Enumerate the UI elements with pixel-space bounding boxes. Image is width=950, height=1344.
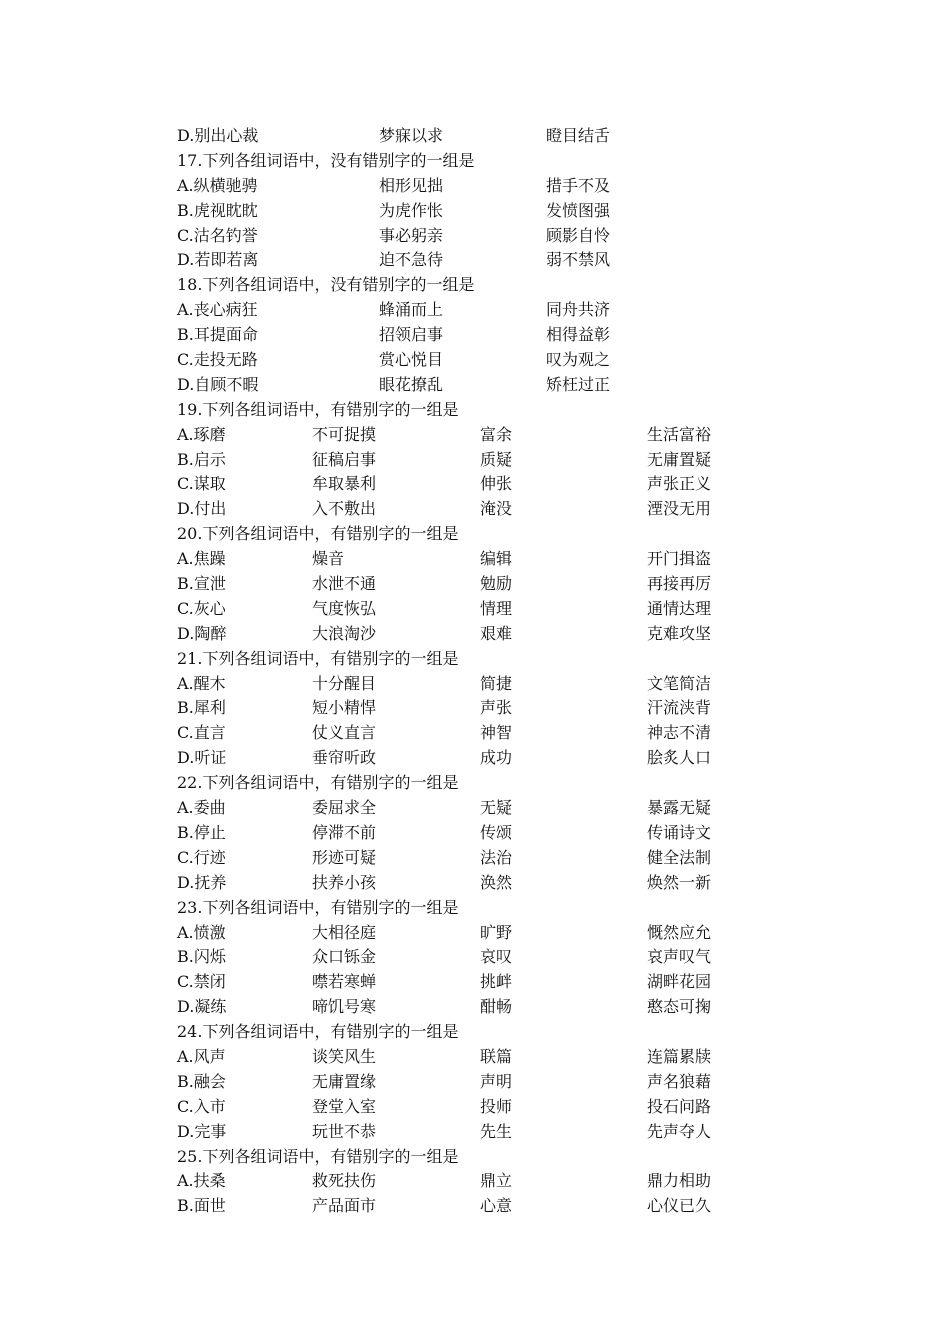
- option-word: 神智: [480, 723, 513, 743]
- option-word: 先声夺人: [647, 1121, 712, 1141]
- option-label-word: D.听证: [177, 748, 227, 768]
- option-word: 脍炙人口: [647, 748, 712, 768]
- option-word: 登堂入室: [312, 1096, 377, 1116]
- option-row: [177, 1045, 737, 1070]
- option-row: [177, 846, 737, 871]
- option-label-word: C.沽名钓誉: [177, 225, 258, 245]
- document-body: [177, 124, 737, 1219]
- option-row: [177, 248, 737, 273]
- question-stem: 17.下列各组词语中，没有错别字的一组是: [177, 150, 475, 170]
- option-word: 法治: [480, 847, 513, 867]
- option-word: 眼花撩乱: [379, 374, 444, 394]
- option-row: [177, 1095, 737, 1120]
- option-row: [177, 672, 737, 697]
- option-word: 鼎立: [480, 1171, 513, 1191]
- option-word: 慨然应允: [647, 922, 712, 942]
- option-word: 健全法制: [647, 847, 712, 867]
- option-row: [177, 1120, 737, 1145]
- option-word: 无庸置疑: [647, 449, 712, 469]
- option-word: 哀声叹气: [647, 947, 712, 967]
- option-word: 大相径庭: [312, 922, 377, 942]
- option-word: 克难攻坚: [647, 623, 712, 643]
- option-row: [177, 448, 737, 473]
- option-label-word: A.焦躁: [177, 549, 226, 569]
- option-word: 征稿启事: [312, 449, 377, 469]
- option-label-word: B.启示: [177, 449, 226, 469]
- option-word: 形迹可疑: [312, 847, 377, 867]
- option-row: [177, 472, 737, 497]
- option-word: 仗义直言: [312, 723, 377, 743]
- option-row: [177, 696, 737, 721]
- option-word: 质疑: [480, 449, 513, 469]
- option-label-word: B.虎视眈眈: [177, 200, 258, 220]
- option-word: 叹为观之: [546, 350, 611, 370]
- option-label-word: D.陶醉: [177, 623, 227, 643]
- option-label-word: A.扶桑: [177, 1171, 226, 1191]
- option-word: 成功: [480, 748, 513, 768]
- option-label-word: B.犀利: [177, 698, 226, 718]
- option-row: [177, 597, 737, 622]
- option-row: [177, 124, 737, 149]
- question-stem: 20.下列各组词语中，有错别字的一组是: [177, 524, 459, 544]
- option-word: 声张: [480, 698, 513, 718]
- question-stem: 24.下列各组词语中，有错别字的一组是: [177, 1022, 459, 1042]
- option-word: 不可捉摸: [312, 424, 377, 444]
- option-row: [177, 746, 737, 771]
- option-label-word: D.若即若离: [177, 250, 259, 270]
- option-word: 湖畔花园: [647, 972, 712, 992]
- option-word: 相得益彰: [546, 325, 611, 345]
- option-row: [177, 796, 737, 821]
- option-word: 牟取暴利: [312, 474, 377, 494]
- option-label-word: D.凝练: [177, 997, 227, 1017]
- option-word: 声张正义: [647, 474, 712, 494]
- option-word: 富余: [480, 424, 513, 444]
- option-row: [177, 547, 737, 572]
- option-label-word: A.愤激: [177, 922, 226, 942]
- option-row: [177, 995, 737, 1020]
- option-word: 众口铄金: [312, 947, 377, 967]
- option-label-word: C.直言: [177, 723, 226, 743]
- option-word: 旷野: [480, 922, 513, 942]
- option-word: 连篇累牍: [647, 1046, 712, 1066]
- option-word: 噤若寒蝉: [312, 972, 377, 992]
- option-label-word: D.完事: [177, 1121, 227, 1141]
- option-row: [177, 871, 737, 896]
- option-row: [177, 921, 737, 946]
- option-word: 停滞不前: [312, 822, 377, 842]
- option-row: [177, 298, 737, 323]
- option-word: 蜂涌而上: [379, 300, 444, 320]
- option-word: 发愤图强: [546, 200, 611, 220]
- option-word: 产品面市: [312, 1196, 377, 1216]
- option-label-word: D.抚养: [177, 872, 227, 892]
- option-word: 憨态可掬: [647, 997, 712, 1017]
- option-word: 瞪目结舌: [546, 126, 611, 145]
- option-word: 无疑: [480, 798, 513, 818]
- option-word: 心仪已久: [647, 1196, 712, 1216]
- option-word: 水泄不通: [312, 574, 377, 594]
- option-label-word: B.停止: [177, 822, 226, 842]
- option-word: 生活富裕: [647, 424, 712, 444]
- option-word: 相形见拙: [379, 175, 444, 195]
- option-word: 入不敷出: [312, 499, 377, 519]
- option-row: [177, 721, 737, 746]
- option-label-word: A.丧心病狂: [177, 300, 258, 320]
- question-stem: 19.下列各组词语中，有错别字的一组是: [177, 399, 459, 419]
- option-label-word: A.琢磨: [177, 424, 226, 444]
- option-label-word: C.禁闭: [177, 972, 226, 992]
- option-word: 投石问路: [647, 1096, 712, 1116]
- option-label-word: B.闪烁: [177, 947, 226, 967]
- option-row: [177, 224, 737, 249]
- option-word: 伸张: [480, 474, 513, 494]
- option-word: 编辑: [480, 549, 513, 569]
- question-stem: 22.下列各组词语中，有错别字的一组是: [177, 773, 459, 793]
- option-word: 无庸置缘: [312, 1071, 377, 1091]
- option-word: 焕然一新: [647, 872, 712, 892]
- option-word: 措手不及: [546, 175, 611, 195]
- option-word: 投师: [480, 1096, 513, 1116]
- option-row: [177, 1194, 737, 1219]
- option-word: 传颂: [480, 822, 513, 842]
- option-word: 垂帘听政: [312, 748, 377, 768]
- option-word: 传诵诗文: [647, 822, 712, 842]
- option-word: 勉励: [480, 574, 513, 594]
- option-word: 淹没: [480, 499, 513, 519]
- option-word: 矫枉过正: [546, 374, 611, 394]
- option-word: 酣畅: [480, 997, 513, 1017]
- option-row: [177, 497, 737, 522]
- option-word: 鼎力相助: [647, 1171, 712, 1191]
- option-word: 玩世不恭: [312, 1121, 377, 1141]
- option-label-word: D.付出: [177, 499, 227, 519]
- option-word: 事必躬亲: [379, 225, 444, 245]
- option-word: 艰难: [480, 623, 513, 643]
- option-row: [177, 1070, 737, 1095]
- option-label-word: B.宣泄: [177, 574, 226, 594]
- option-label-word: B.融会: [177, 1071, 226, 1091]
- option-word: 心意: [480, 1196, 513, 1216]
- option-label-word: A.委曲: [177, 798, 226, 818]
- option-word: 文笔简洁: [647, 673, 712, 693]
- question-stem: 18.下列各组词语中，没有错别字的一组是: [177, 275, 475, 295]
- option-word: 开门揖盗: [647, 549, 712, 569]
- option-word: 哀叹: [480, 947, 513, 967]
- option-word: 招领启事: [379, 325, 444, 345]
- option-word: 顾影自怜: [546, 225, 611, 245]
- option-word: 救死扶伤: [312, 1171, 377, 1191]
- option-word: 简捷: [480, 673, 513, 693]
- option-word: 气度恢弘: [312, 598, 377, 618]
- option-label-word: C.入市: [177, 1096, 226, 1116]
- option-row: [177, 821, 737, 846]
- option-label-word: A.纵横驰骋: [177, 175, 258, 195]
- option-word: 弱不禁风: [546, 250, 611, 270]
- option-label-word: A.风声: [177, 1046, 226, 1066]
- option-word: 燥音: [312, 549, 345, 569]
- option-row: [177, 970, 737, 995]
- option-word: 联篇: [480, 1046, 513, 1066]
- option-word: 暴露无疑: [647, 798, 712, 818]
- option-word: 短小精悍: [312, 698, 377, 718]
- option-word: 涣然: [480, 872, 513, 892]
- option-word: 湮没无用: [647, 499, 712, 519]
- option-label-word: C.走投无路: [177, 350, 258, 370]
- option-word: 为虎作怅: [379, 200, 444, 220]
- question-stem: 25.下列各组词语中，有错别字的一组是: [177, 1146, 459, 1166]
- option-label-word: B.面世: [177, 1196, 226, 1216]
- option-word: 大浪淘沙: [312, 623, 377, 643]
- option-row: [177, 945, 737, 970]
- option-word: 十分醒目: [312, 673, 377, 693]
- option-word: 谈笑风生: [312, 1046, 377, 1066]
- option-word: 啼饥号寒: [312, 997, 377, 1017]
- option-word: 情理: [480, 598, 513, 618]
- option-word: 声名狼藉: [647, 1071, 712, 1091]
- option-word: 梦寐以求: [379, 126, 444, 145]
- option-word: 声明: [480, 1071, 513, 1091]
- option-row: [177, 348, 737, 373]
- option-row: [177, 373, 737, 398]
- option-word: 再接再厉: [647, 574, 712, 594]
- option-word: 同舟共济: [546, 300, 611, 320]
- option-label-word: D.自顾不暇: [177, 374, 259, 394]
- option-word: 委屈求全: [312, 798, 377, 818]
- option-label-word: C.行迹: [177, 847, 226, 867]
- option-word: 迫不急待: [379, 250, 444, 270]
- option-word: 神志不清: [647, 723, 712, 743]
- question-stem: 21.下列各组词语中，有错别字的一组是: [177, 648, 459, 668]
- option-label-word: C.谋取: [177, 474, 226, 494]
- option-word: 赏心悦目: [379, 350, 444, 370]
- question-stem: 23.下列各组词语中，有错别字的一组是: [177, 897, 459, 917]
- option-row: [177, 199, 737, 224]
- option-row: [177, 1169, 737, 1194]
- option-word: 先生: [480, 1121, 513, 1141]
- option-label-word: C.灰心: [177, 598, 226, 618]
- option-word: 扶养小孩: [312, 872, 377, 892]
- option-row: [177, 622, 737, 647]
- option-word: 通情达理: [647, 598, 712, 618]
- option-row: [177, 423, 737, 448]
- option-row: [177, 174, 737, 199]
- option-label-word: D.别出心裁: [177, 126, 259, 145]
- option-label-word: A.醒木: [177, 673, 226, 693]
- option-word: 汗流浃背: [647, 698, 712, 718]
- option-row: [177, 572, 737, 597]
- option-word: 挑衅: [480, 972, 513, 992]
- option-row: [177, 323, 737, 348]
- option-label-word: B.耳提面命: [177, 325, 258, 345]
